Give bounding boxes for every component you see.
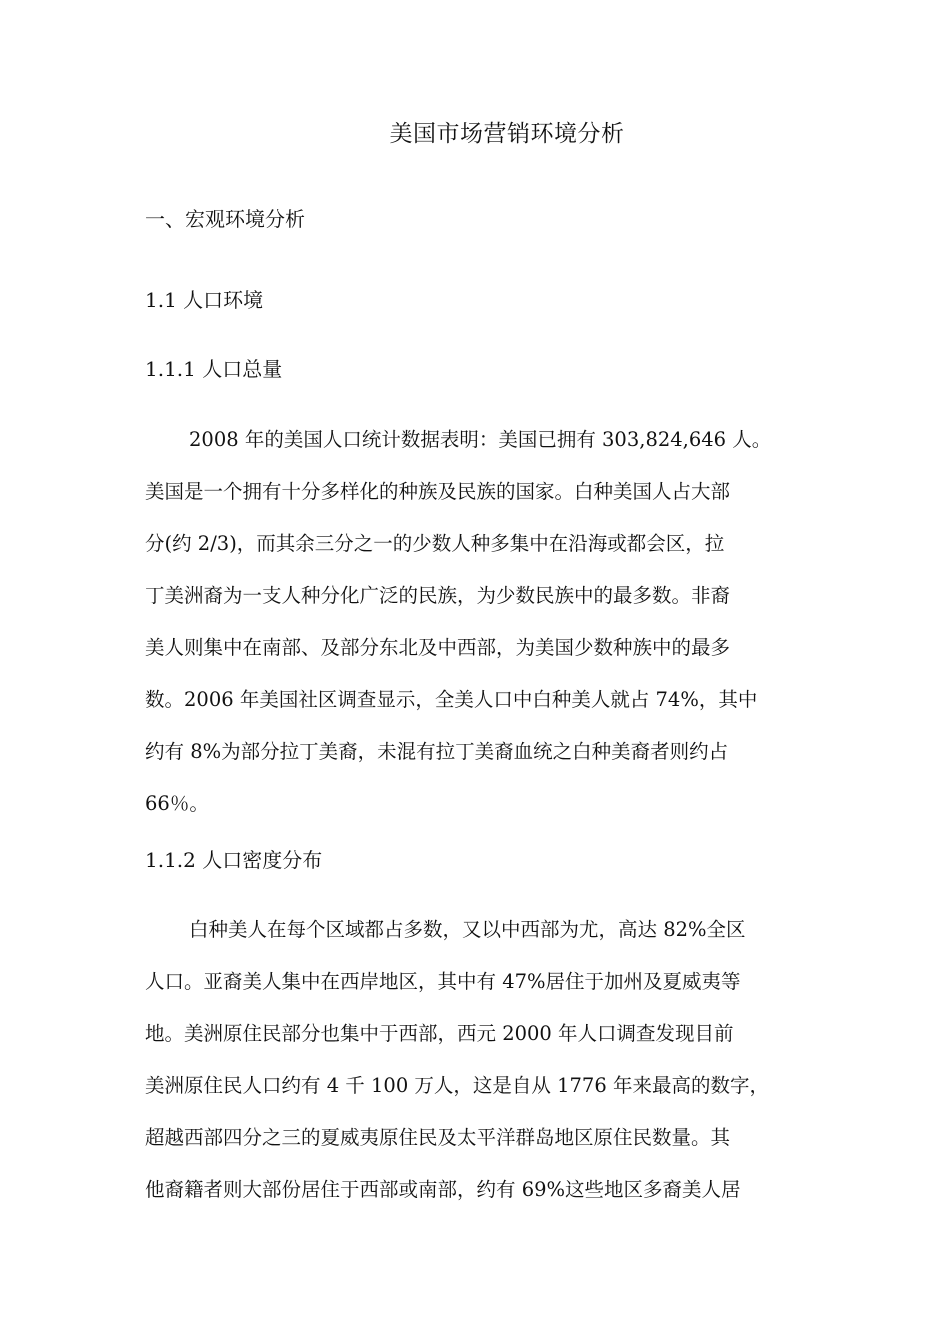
section-heading-population-density: 1.1.2 人口密度分布	[145, 848, 323, 872]
paragraph-line: 地。美洲原住民部分也集中于西部，西元 2000 年人口调查发现目前	[145, 1022, 734, 1045]
paragraph-line: 超越西部四分之三的夏威夷原住民及太平洋群岛地区原住民数量。其	[145, 1126, 731, 1149]
paragraph-line: 分(约 2/3)，而其余三分之一的少数人种多集中在沿海或都会区，拉	[145, 532, 725, 555]
paragraph-line: 丁美洲裔为一支人种分化广泛的民族，为少数民族中的最多数。非裔	[145, 584, 731, 607]
paragraph-line: 他裔籍者则大部份居住于西部或南部，约有 69%这些地区多裔美人居	[145, 1178, 741, 1201]
section-heading-population-environment: 1.1 人口环境	[145, 288, 264, 312]
paragraph-line: 66％。	[145, 792, 209, 815]
section-heading-macro-environment: 一、宏观环境分析	[145, 207, 305, 231]
section-heading-total-population: 1.1.1 人口总量	[145, 357, 283, 381]
paragraph-line: 美国是一个拥有十分多样化的种族及民族的国家。白种美国人占大部	[145, 480, 731, 503]
paragraph-line: 白种美人在每个区域都占多数，又以中西部为尤，高达 82%全区	[189, 918, 746, 941]
paragraph-line: 美人则集中在南部、及部分东北及中西部，为美国少数种族中的最多	[145, 636, 731, 659]
paragraph-line: 2008 年的美国人口统计数据表明：美国已拥有 303,824,646 人。	[189, 428, 772, 451]
paragraph-line: 数。2006 年美国社区调查显示，全美人口中白种美人就占 74%，其中	[145, 688, 758, 711]
paragraph-total-population	[145, 414, 810, 830]
paragraph-line: 约有 8%为部分拉丁美裔，未混有拉丁美裔血统之白种美裔者则约占	[145, 740, 729, 763]
document-title: 美国市场营销环境分析	[389, 121, 625, 147]
paragraph-line: 人口。亚裔美人集中在西岸地区，其中有 47%居住于加州及夏威夷等	[145, 970, 741, 993]
paragraph-line: 美洲原住民人口约有 4 千 100 万人，这是自从 1776 年来最高的数字，	[145, 1074, 769, 1097]
paragraph-population-density	[145, 904, 810, 1216]
